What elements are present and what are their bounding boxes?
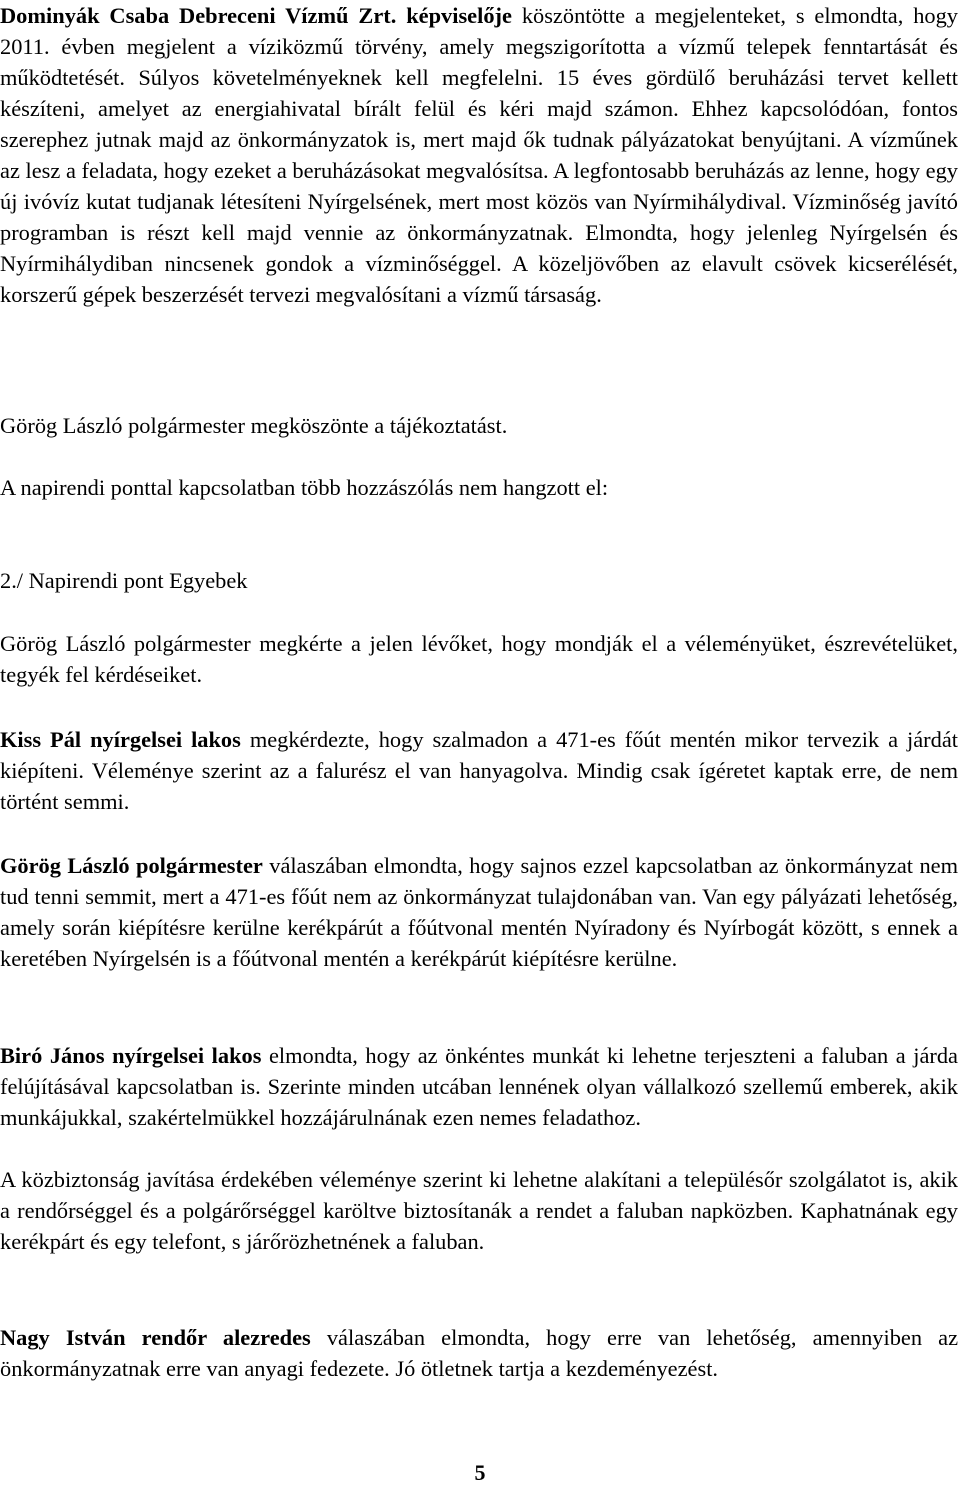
paragraph-text: megkérdezte, hogy szalmadon a 471-es főút mentén mikor tervezik a járdát kiépíteni. Véleménye szerint az a falurész el van hanyagolva. Mindig csak ígéretet kaptak erre, de nem történt semmi. [0, 727, 958, 814]
speaker-name: Nagy István rendőr alezredes [0, 1325, 311, 1350]
speaker-name: Biró János nyírgelsei lakos [0, 1043, 262, 1068]
paragraph-vizmu-report [0, 0, 958, 310]
paragraph-text: válaszában elmondta, hogy sajnos ezzel kapcsolatban az önkormányzat nem tud tenni semmit, mert a 471-es főút nem az önkormányzat tulajdonában van. Van egy pályázati lehetőség, amely során kiépítésre kerülne kerékpárút a főútvonal mentén Nyíradony és Nyírbogát között, s ennek a keretében Nyírgelsén is a főútvonal mentén a kerékpárút kiépítésre kerülne. [0, 853, 958, 971]
agenda-heading: 2./ Napirendi pont Egyebek [0, 568, 248, 593]
paragraph-mayor-request: Görög László polgármester megkérte a jelen lévőket, hogy mondják el a véleményüket, észrevételüket, tegyék fel kérdéseiket. [0, 631, 958, 687]
speaker-name: Kiss Pál nyírgelsei lakos [0, 727, 241, 752]
paragraph-mayor-answer [0, 850, 958, 974]
paragraph-police-answer [0, 1322, 958, 1384]
paragraph-no-comments: A napirendi ponttal kapcsolatban több hozzászólás nem hangzott el: [0, 475, 609, 500]
paragraph-text: elmondta, hogy az önkéntes munkát ki lehetne terjeszteni a faluban a járda felújításával kapcsolatban is. Szerinte minden utcában lennének olyan vállalkozó szellemű emberek, akik munkájukkal, szakértelmükkel hozzájárulnának ezen nemes feladathoz. [0, 1043, 958, 1130]
paragraph-text: köszöntötte a megjelenteket, s elmondta, hogy 2011. évben megjelent a víziközmű törvény, amely megszigorította a vízmű telepek fenntartását és működtetését. Súlyos követelményeknek kell megfelelni. 15 éves gördülő beruházási tervet kellett készíteni, amelyet az energiahivatal bírált felül és kéri majd számon. Ehhez kapcsolódóan, fontos szerephez jutnak majd az önkormányzatok is, mert majd ők tudnak pályázatokat benyújtani. A vízműnek az lesz a feladata, hogy ezeket a beruházásokat megvalósítsa. A legfontosabb beruházás az lenne, hogy egy új ivóvíz kutat tudjanak létesíteni Nyírgelsének, mert most közös van Nyírmihálydival. Vízminőség javító programban is részt kell majd vennie az önkormányzatnak. Elmondta, hogy jelenleg Nyírgelsén és Nyírmihálydiban nincsenek gondok a vízminőséggel. A közeljövőben az elavult csövek kicserélését, korszerű gépek beszerzését tervezi megvalósítani a vízmű társaság. [0, 3, 958, 307]
paragraph-public-safety: A közbiztonság javítása érdekében véleménye szerint ki lehetne alakítani a településőr szolgálatot is, akik a rendőrséggel és a polgárőrséggel karöltve biztosítanák a rendet a faluban napközben. Kaphatnának egy kerékpárt és egy telefont, s járőrözhetnének a faluban. [0, 1167, 958, 1254]
paragraph-text: válaszában elmondta, hogy erre van lehetőség, amennyiben az önkormányzatnak erre van anyagi fedezete. Jó ötletnek tartja a kezdeményezést. [0, 1325, 959, 1381]
paragraph-biro-janos [0, 1040, 958, 1133]
paragraph-kiss-pal [0, 724, 958, 817]
paragraph-thanks: Görög László polgármester megköszönte a tájékoztatást. [0, 413, 508, 438]
speaker-name: Dominyák Csaba Debreceni Vízmű Zrt. képviselője [0, 3, 512, 28]
page-number: 5 [474, 1460, 486, 1485]
speaker-name: Görög László polgármester [0, 853, 263, 878]
